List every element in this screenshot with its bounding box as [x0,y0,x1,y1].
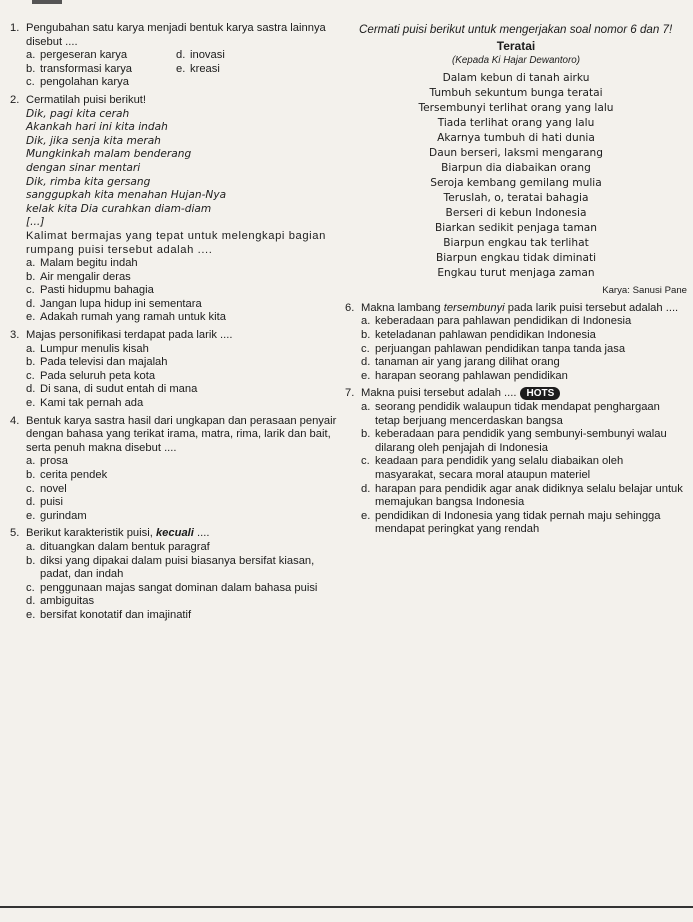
options [361,401,687,537]
question-6 [345,302,687,384]
option-a[interactable]: a. keberadaan para pahlawan pendidikan di Indonesia [361,315,632,328]
poem-line: Daun berseri, laksmi mengarang [429,147,603,160]
question-number: 5. [10,527,20,540]
question-stem: Bentuk karya sastra hasil dari ungkapan dan perasaan penyair dengan bahasa yang terikat irama, matra, rima, larik dan bait, serta penuh makna disebut .... [26,414,337,454]
option-a[interactable]: a. Malam begitu indah [26,257,138,270]
option-a[interactable]: a. dituangkan dalam bentuk paragraf [26,540,210,553]
question-1 [10,22,340,90]
right-column [345,22,687,541]
option-e[interactable]: e. kreasi [176,62,220,75]
question-2 [10,94,340,325]
poem-line: Dik, pagi kita cerah [26,107,130,120]
poem-line: sanggupkah kita menahan Hujan-Nya [26,189,227,202]
hots-badge: HOTS [520,387,560,400]
option-d[interactable]: d. Di sana, di sudut entah di mana [26,383,198,396]
poem-line: Dalam kebun di tanah airku [442,72,590,85]
emphasis-kecuali: kecuali [155,527,194,540]
option-d[interactable]: d. ambiguitas [26,595,95,608]
poem-line: [...] [26,216,45,229]
option-d[interactable]: d. Jangan lupa hidup ini sementara [26,297,202,310]
poem-subtitle: (Kepada Ki Hajar Dewantoro) [452,54,580,66]
question-7 [345,387,687,537]
question-stem: Berikut karakteristik puisi, kecuali .... [26,527,210,540]
option-e[interactable]: e. gurindam [26,509,87,522]
question-4 [10,415,340,524]
option-e[interactable]: e. pendidikan di Indonesia yang tidak pernah maju sehingga mendapat peringkat yang rendah [361,509,661,536]
left-column [10,22,340,627]
question-number: 6. [345,301,355,314]
option-e[interactable]: e. bersifat konotatif dan imajinatif [26,608,192,621]
option-a[interactable]: a. seorang pendidik walaupun tidak mendapat penghargaan tetap berjuang mencerdaskan bangsa [361,400,660,427]
poem-line: dengan sinar mentari [26,161,141,174]
option-c[interactable]: c. pengolahan karya [26,76,129,89]
options [26,541,340,623]
question-number: 3. [10,329,20,342]
option-d[interactable]: d. puisi [26,496,64,509]
poem-line: Teruslah, o, teratai bahagia [443,192,589,205]
poem-line: Engkau turut menjaga zaman [437,267,595,280]
options [26,455,340,523]
poem-line: Biarkan sedikit penjaga taman [434,222,598,235]
poem-title: Teratai [496,39,536,53]
question-number: 7. [345,387,355,400]
option-b[interactable]: b. cerita pendek [26,469,108,481]
option-a[interactable]: a. pergeseran karya [26,49,128,62]
options [26,49,340,90]
question-stem: Makna lambang tersembunyi pada larik puisi tersebut adalah .... [361,301,679,314]
options [26,257,340,325]
option-b[interactable]: b. Air mengalir deras [26,270,131,283]
option-b[interactable]: b. diksi yang dipakai dalam puisi biasanya bersifat kiasan, padat, dan indah [26,554,315,581]
poem-line: Seroja kembang gemilang mulia [430,177,602,190]
option-c[interactable]: c. Pasti hidupmu bahagia [26,284,154,297]
option-e[interactable]: e. Kami tak pernah ada [26,397,144,410]
question-stem: Makna puisi tersebut adalah .... HOTS [361,387,687,401]
option-c[interactable]: c. perjuangan pahlawan pendidikan tanpa tanda jasa [361,342,626,355]
option-b[interactable]: b. keberadaan para pendidik yang sembunyi-sembunyi walau dilarang oleh penjajah di Indonesia [361,428,667,454]
option-e[interactable]: e. harapan seorang pahlawan pendidikan [361,369,568,382]
poem-line: Tiada terlihat orang yang lalu [437,117,595,130]
option-a[interactable]: a. prosa [26,455,68,468]
option-b[interactable]: b. Pada televisi dan majalah [26,356,168,369]
option-b[interactable]: b. keteladanan pahlawan pendidikan Indonesia [361,328,596,341]
poem-line: Tersembunyi terlihat orang yang lalu [418,102,614,115]
poem-teratai [345,71,687,281]
poem-line: Tumbuh sekuntum bunga teratai [429,87,603,100]
poem-line: Mungkinkah malam benderang [26,148,192,161]
question-number: 1. [10,22,20,34]
poem-line: Akarnya tumbuh di hati dunia [437,132,595,145]
poem-author: Karya: Sanusi Pane [602,285,687,297]
question-instruction: Kalimat bermajas yang tepat untuk melengkapi bagian rumpang puisi tersebut adalah .... [26,229,326,256]
poem-line: Akankah hari ini kita indah [26,121,168,134]
question-stem: Majas personifikasi terdapat pada larik .... [26,329,233,342]
question-number: 2. [10,93,20,106]
question-number: 4. [10,414,20,427]
question-stem: Cermatilah puisi berikut! [26,93,147,106]
option-c[interactable]: c. novel [26,482,67,495]
option-d[interactable]: d. inovasi [176,49,225,62]
option-b[interactable]: b. transformasi karya [26,62,133,75]
options [26,343,340,411]
poem-line: Biarpun engkau tak terlihat [443,237,589,250]
option-a[interactable]: a. Lumpur menulis kisah [26,342,149,355]
question-3 [10,329,340,411]
poem-line: Biarpun engkau tidak diminati [435,252,597,265]
quoted-poem [26,108,340,230]
option-c[interactable]: c. Pada seluruh peta kota [26,369,156,382]
poem-line: Biarpun dia diabaikan orang [441,162,591,175]
option-c[interactable]: c. keadaan para pendidik yang selalu diabaikan oleh masyarakat, secara moral ataupun materiel [361,455,624,481]
question-stem: Pengubahan satu karya menjadi bentuk karya sastra lainnya disebut .... [26,22,326,48]
option-c[interactable]: c. penggunaan majas sangat dominan dalam bahasa puisi [26,581,318,594]
page-bottom-rule [0,906,693,908]
option-e[interactable]: e. Adakah rumah yang ramah untuk kita [26,311,226,324]
poem-instruction: Cermati puisi berikut untuk mengerjakan soal nomor 6 dan 7! [359,23,673,36]
top-edge-mark [32,0,62,4]
option-d[interactable]: d. harapan para pendidik agar anak didiknya selalu belajar untuk memajukan bangsa Indonesia [361,482,683,509]
poem-line: Dik, rimba kita gersang [26,175,151,188]
poem-line: kelak kita Dia curahkan diam-diam [26,202,212,215]
poem-line: Dik, jika senja kita merah [26,134,161,147]
options [361,315,687,383]
poem-line: Berseri di kebun Indonesia [445,207,587,220]
option-d[interactable]: d. tanaman air yang jarang dilihat orang [361,356,560,369]
question-5 [10,527,340,622]
